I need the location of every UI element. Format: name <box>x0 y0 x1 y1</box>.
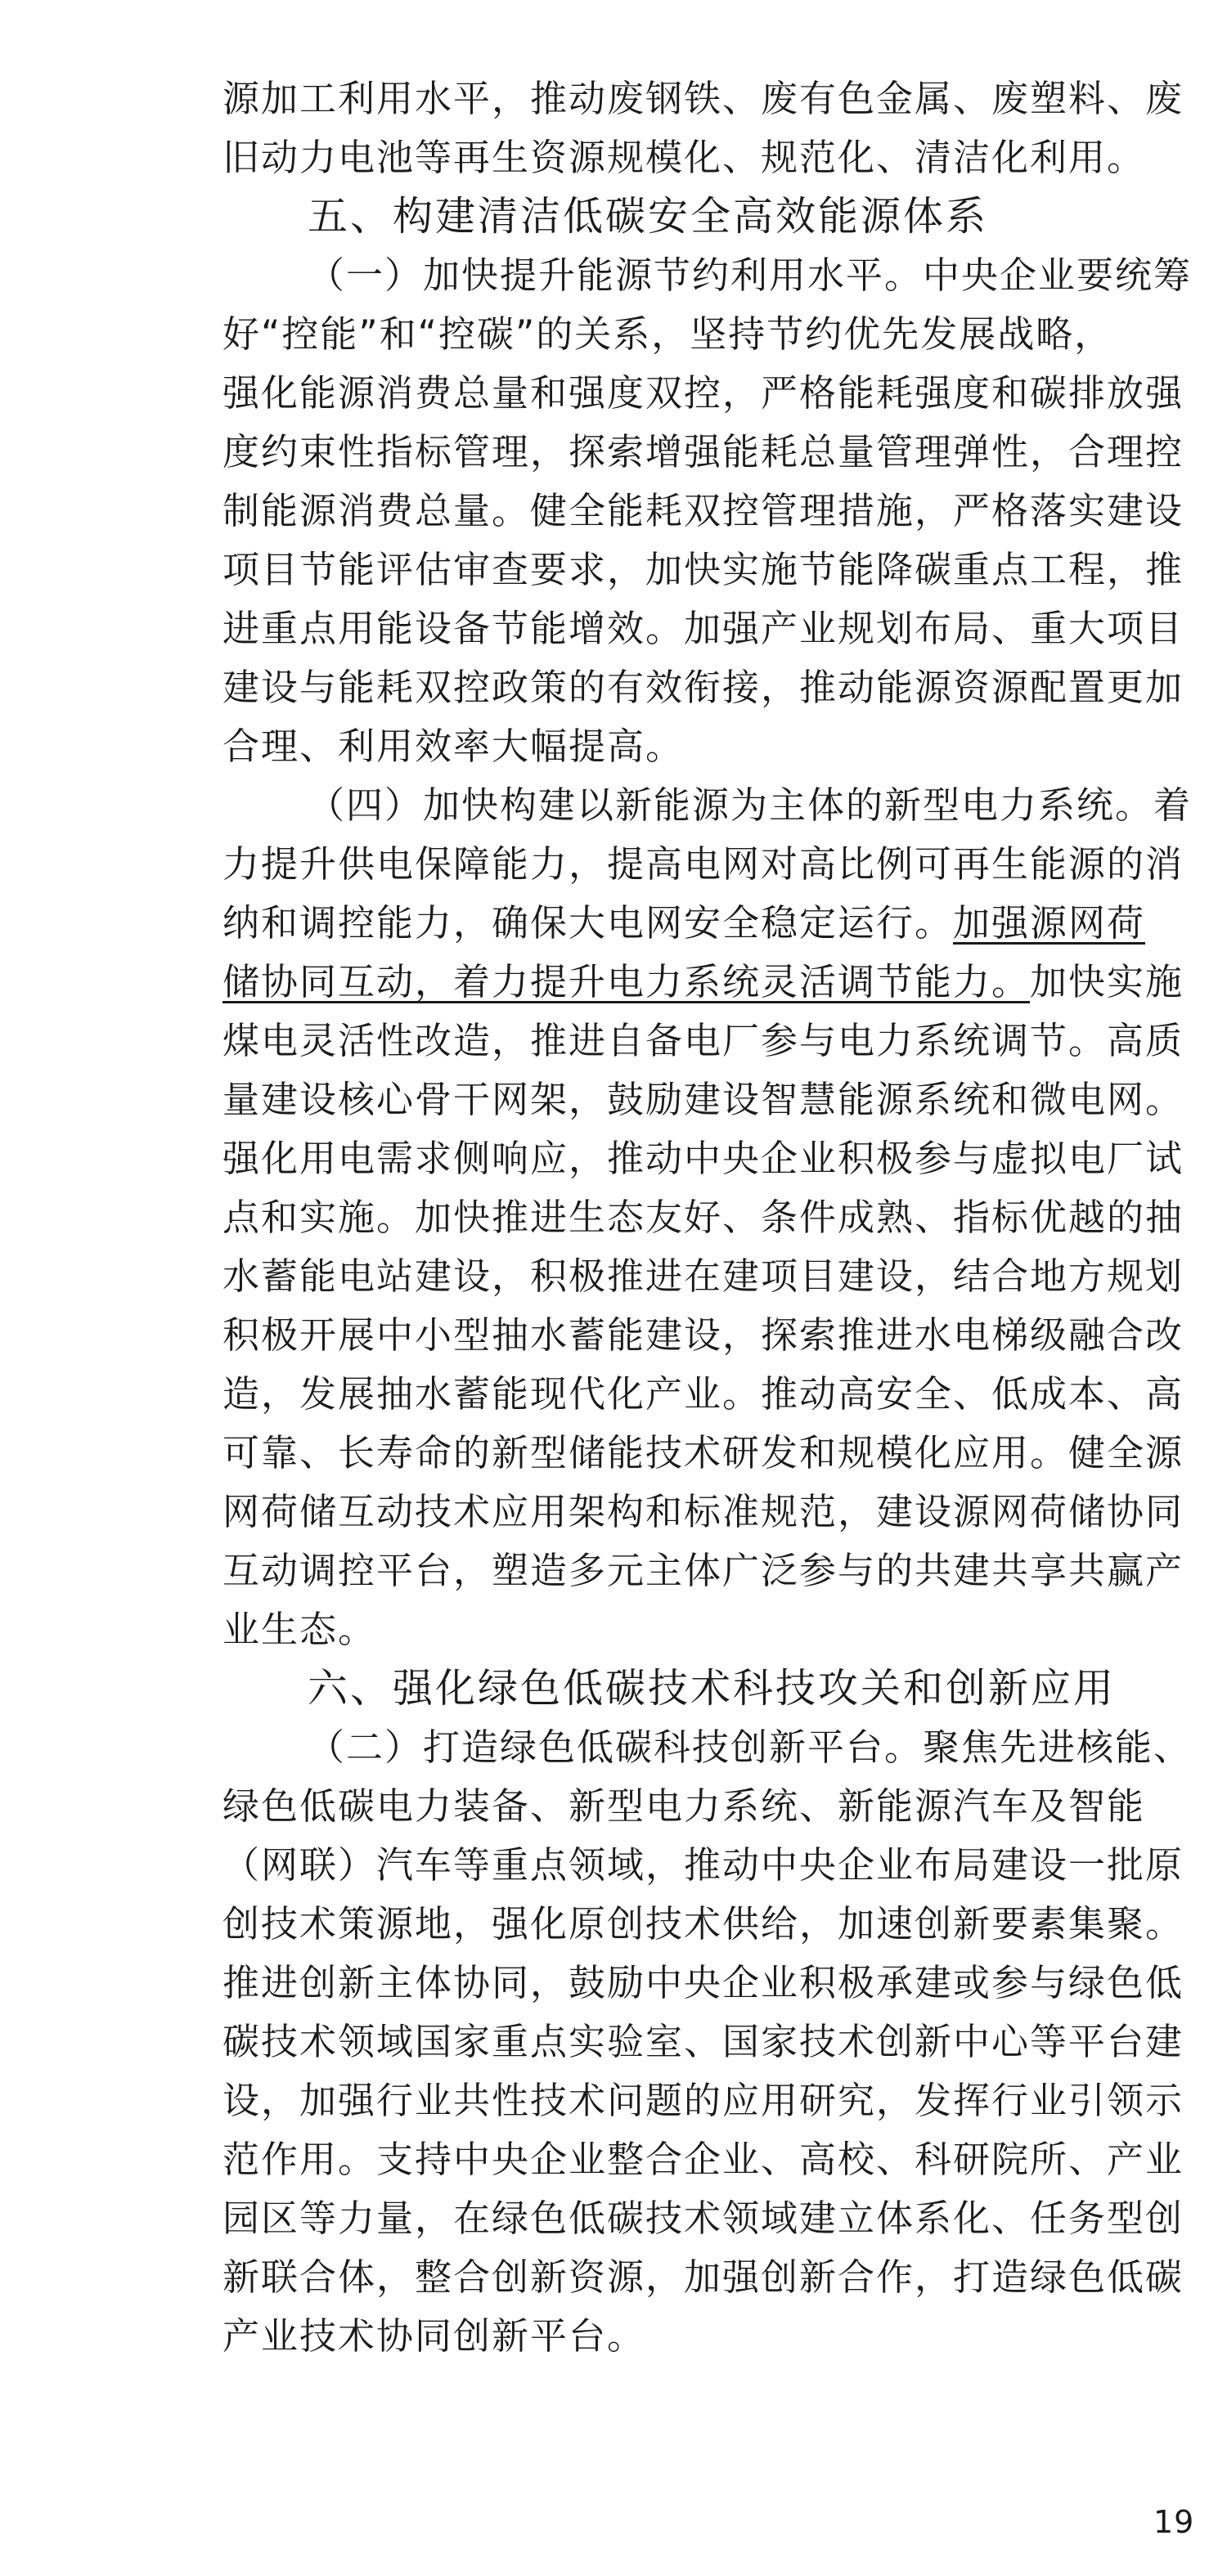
body-line: 互动调控平台，塑造多元主体广泛参与的共建共享共赢产 <box>222 1549 1184 1592</box>
body-line: 煤电灵活性改造，推进自备电厂参与电力系统调节。高质 <box>222 1019 1184 1062</box>
body-line: 度约束性指标管理，探索增强能耗总量管理弹性，合理控 <box>222 430 1184 473</box>
body-line: 合理、利用效率大幅提高。 <box>222 725 685 768</box>
body-line <box>222 894 1145 953</box>
paragraph-start: （一）加快提升能源节约利用水平。中央企业要统筹 <box>308 254 1193 297</box>
body-line: 业生态。 <box>222 1608 377 1651</box>
body-line: 好“控能”和“控碳”的关系，坚持节约优先发展战略， <box>222 312 1113 356</box>
body-line: 产业技术协同创新平台。 <box>222 2314 646 2358</box>
body-line: 绿色低碳电力装备、新型电力系统、新能源汽车及智能 <box>222 1784 1146 1828</box>
body-line: 源加工利用水平，推动废钢铁、废有色金属、废塑料、废 <box>222 77 1184 120</box>
body-line: 新联合体，整合创新资源，加强创新合作，打造绿色低碳 <box>222 2255 1184 2299</box>
body-line: 可靠、长寿命的新型储能技术研发和规模化应用。健全源 <box>222 1431 1184 1474</box>
body-line: 园区等力量，在绿色低碳技术领域建立体系化、任务型创 <box>222 2197 1184 2240</box>
body-line: 力提升供电保障能力，提高电网对高比例可再生能源的消 <box>222 842 1184 886</box>
body-line: （网联）汽车等重点领域，推动中央企业布局建设一批原 <box>222 1843 1184 1887</box>
body-line: 网荷储互动技术应用架构和标准规范，建设源网荷储协同 <box>222 1490 1184 1533</box>
body-line: 造，发展抽水蓄能现代化产业。推动高安全、低成本、高 <box>222 1372 1184 1416</box>
body-line: 范作用。支持中央企业整合企业、高校、科研院所、产业 <box>222 2138 1184 2181</box>
body-line: 进重点用能设备节能增效。加强产业规划布局、重大项目 <box>222 607 1184 650</box>
underlined-text: 储协同互动，着力提升电力系统灵活调节能力。 <box>222 960 1031 1003</box>
page-number: 19 <box>1153 2504 1195 2540</box>
body-line: 创技术策源地，强化原创技术供给，加速创新要素集聚。 <box>222 1902 1184 1945</box>
body-line: 推进创新主体协同，鼓励中央企业积极承建或参与绿色低 <box>222 1961 1184 2004</box>
body-line: 积极开展中小型抽水蓄能建设，探索推进水电梯级融合改 <box>222 1313 1184 1357</box>
body-line: 碳技术领域国家重点实验室、国家技术创新中心等平台建 <box>222 2020 1184 2063</box>
body-line: 点和实施。加快推进生态友好、条件成熟、指标优越的抽 <box>222 1196 1184 1239</box>
body-line: 制能源消费总量。健全能耗双控管理措施，严格落实建设 <box>222 489 1184 532</box>
line-text: 纳和调控能力，确保大电网安全稳定运行。 <box>222 901 954 945</box>
section-heading-6: 六、强化绿色低碳技术科技攻关和创新应用 <box>308 1665 1117 1712</box>
body-line: 建设与能耗双控政策的有效衔接，推动能源资源配置更加 <box>222 666 1184 709</box>
body-line: 强化用电需求侧响应，推动中央企业积极参与虚拟电厂试 <box>222 1137 1184 1180</box>
underlined-text: 加强源网荷 <box>953 901 1146 945</box>
line-text: 加快实施 <box>1030 960 1184 1003</box>
body-line: 强化能源消费总量和强度双控，严格能耗强度和碳排放强 <box>222 371 1184 415</box>
body-line: 设，加强行业共性技术问题的应用研究，发挥行业引领示 <box>222 2079 1184 2122</box>
body-line: 项目节能评估审查要求，加快实施节能降碳重点工程，推 <box>222 548 1184 591</box>
body-line: 旧动力电池等再生资源规模化、规范化、清洁化利用。 <box>222 136 1146 179</box>
paragraph-start: （四）加快构建以新能源为主体的新型电力系统。着 <box>308 783 1193 827</box>
section-heading-5: 五、构建清洁低碳安全高效能源体系 <box>308 193 989 240</box>
paragraph-start: （二）打造绿色低碳科技创新平台。聚焦先进核能、 <box>308 1726 1193 1769</box>
body-line <box>222 953 1184 1012</box>
body-line: 量建设核心骨干网架，鼓励建设智慧能源系统和微电网。 <box>222 1078 1184 1121</box>
body-line: 水蓄能电站建设，积极推进在建项目建设，结合地方规划 <box>222 1254 1184 1298</box>
